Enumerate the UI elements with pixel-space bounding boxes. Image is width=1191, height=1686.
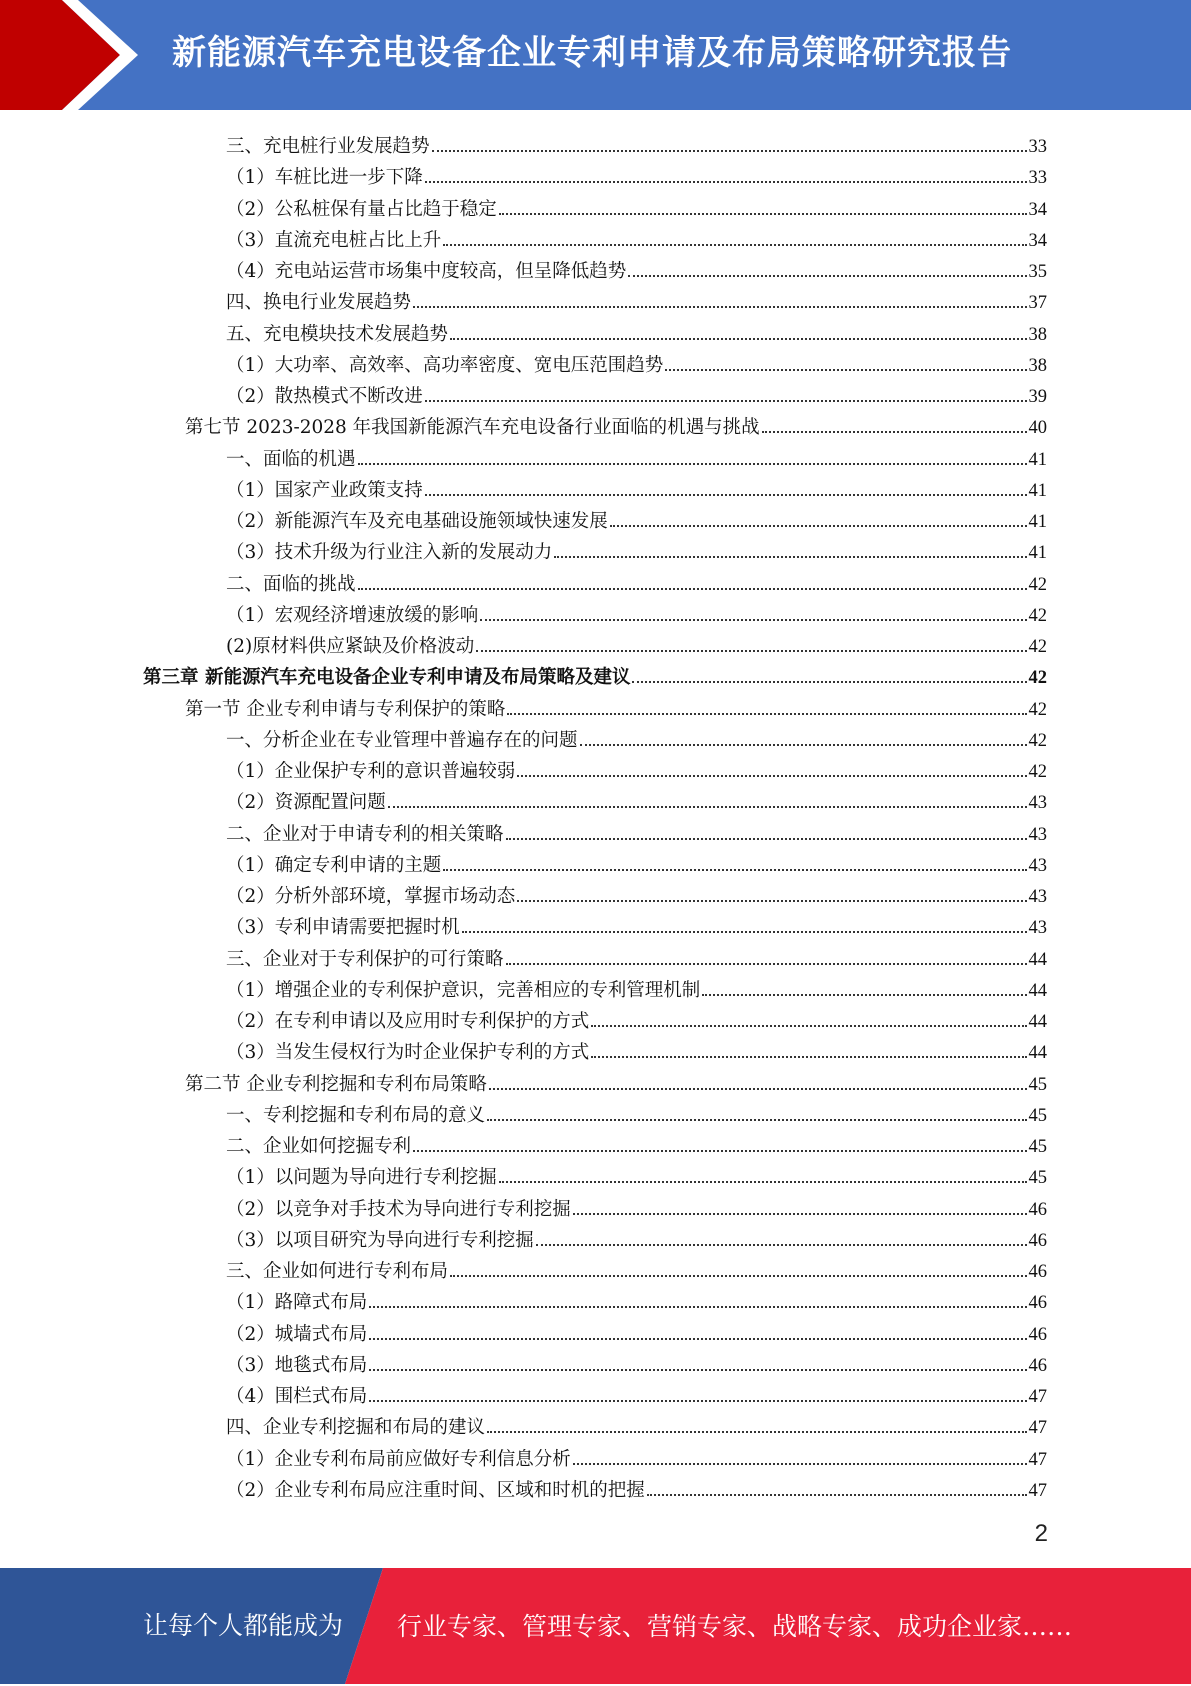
toc-entry-title: （2）公私桩保有量占比趋于稳定 <box>226 198 497 220</box>
toc-leader-dots <box>665 368 1026 371</box>
toc-entry[interactable] <box>226 846 1047 877</box>
toc-entry-title: （2）以竞争对手技术为导向进行专利挖掘 <box>226 1198 571 1220</box>
toc-entry[interactable] <box>226 752 1047 783</box>
toc-entry[interactable] <box>226 1190 1047 1221</box>
toc-entry-page: 41 <box>1028 543 1047 564</box>
toc-entry-title: 四、企业专利挖掘和布局的建议 <box>226 1417 486 1439</box>
toc-entry-title: （2）分析外部环境，掌握市场动态 <box>226 886 516 907</box>
toc-leader-dots <box>425 399 1027 402</box>
toc-entry[interactable] <box>226 783 1047 814</box>
toc-leader-dots <box>369 1305 1026 1308</box>
toc-entry[interactable] <box>226 190 1047 221</box>
toc-entry-title: 一、分析企业在专业管理中普遍存在的问题 <box>226 729 578 751</box>
toc-entry[interactable] <box>226 533 1047 564</box>
toc-entry-page: 46 <box>1028 1355 1047 1376</box>
toc-leader-dots <box>507 712 1026 715</box>
toc-leader-dots <box>499 212 1027 215</box>
toc-entry-title: （4）充电站运营市场集中度较高，但呈降低趋势 <box>226 261 627 282</box>
toc-entry-page: 43 <box>1028 918 1047 939</box>
toc-leader-dots <box>487 1118 1026 1121</box>
page-footer <box>0 1568 1191 1684</box>
toc-entry-page: 45 <box>1028 1105 1047 1126</box>
toc-entry[interactable] <box>226 1315 1047 1346</box>
toc-entry[interactable] <box>226 1096 1047 1127</box>
toc-entry[interactable] <box>226 1221 1047 1252</box>
toc-entry-title: （1）车桩比进一步下降 <box>226 167 423 189</box>
toc-entry-page: 42 <box>1028 574 1047 595</box>
toc-entry-page: 42 <box>1028 730 1047 751</box>
toc-entry[interactable] <box>226 440 1047 471</box>
toc-entry-title: （1）国家产业政策支持 <box>226 479 423 501</box>
toc-entry-page: 41 <box>1028 449 1047 470</box>
toc-leader-dots <box>358 462 1027 465</box>
toc-entry-page: 46 <box>1028 1293 1047 1314</box>
toc-entry-title: 三、充电桩行业发展趋势 <box>226 136 430 157</box>
toc-entry-page: 33 <box>1028 137 1047 157</box>
toc-entry[interactable] <box>226 1377 1047 1408</box>
toc-leader-dots <box>591 1024 1026 1027</box>
toc-entry-page: 46 <box>1028 1324 1047 1345</box>
toc-entry-page: 44 <box>1028 980 1047 1001</box>
toc-entry-page: 34 <box>1028 230 1047 251</box>
toc-entry[interactable] <box>143 658 1047 689</box>
toc-leader-dots <box>487 1430 1026 1433</box>
toc-entry[interactable] <box>226 627 1047 658</box>
toc-entry-page: 44 <box>1028 1043 1047 1064</box>
toc-entry-page: 41 <box>1028 480 1047 501</box>
toc-entry[interactable] <box>226 471 1047 502</box>
toc-entry-title: （3）以项目研究为导向进行专利挖掘 <box>226 1229 534 1251</box>
toc-entry-title: 五、充电模块技术发展趋势 <box>226 323 449 345</box>
toc-leader-dots <box>443 243 1026 246</box>
toc-entry[interactable] <box>226 502 1047 533</box>
toc-entry-title: 一、专利挖掘和专利布局的意义 <box>226 1104 486 1126</box>
toc-entry-title: 第三章 新能源汽车充电设备企业专利申请及布局策略及建议 <box>143 667 631 689</box>
toc-entry-title: 一、面临的机遇 <box>226 448 356 470</box>
toc-leader-dots <box>536 1243 1027 1246</box>
toc-entry-title: （2）散热模式不断改进 <box>226 386 423 407</box>
toc-entry[interactable] <box>226 1471 1047 1502</box>
toc-entry-page: 44 <box>1028 949 1047 970</box>
toc-leader-dots <box>425 180 1027 183</box>
toc-leader-dots <box>388 805 1027 808</box>
toc-leader-dots <box>450 1274 1026 1277</box>
header-chevron-icon <box>0 0 150 110</box>
toc-entry-title: （2）资源配置问题 <box>226 792 386 814</box>
toc-entry-page: 47 <box>1028 1449 1047 1470</box>
toc-entry-page: 40 <box>1028 418 1047 439</box>
toc-entry-page: 33 <box>1028 168 1047 189</box>
toc-entry[interactable] <box>226 908 1047 939</box>
toc-leader-dots <box>425 493 1027 496</box>
toc-entry[interactable] <box>226 1283 1047 1314</box>
toc-entry[interactable] <box>226 721 1047 752</box>
toc-entry-page: 43 <box>1028 824 1047 845</box>
toc-entry-page: 35 <box>1028 262 1047 282</box>
toc-leader-dots <box>369 1399 1026 1402</box>
toc-entry-title: 二、企业对于申请专利的相关策略 <box>226 823 504 845</box>
toc-entry-title: 四、换电行业发展趋势 <box>226 292 412 314</box>
toc-entry-title: （1）增强企业的专利保护意识，完善相应的专利管理机制 <box>226 979 701 1001</box>
toc-entry-title: （3）技术升级为行业注入新的发展动力 <box>226 542 553 564</box>
toc-entry-title: （1）以问题为导向进行专利挖掘 <box>226 1167 497 1189</box>
toc-leader-dots <box>413 1149 1026 1152</box>
toc-entry-page: 46 <box>1028 1230 1047 1251</box>
toc-entry-page: 46 <box>1028 1199 1047 1220</box>
toc-entry[interactable] <box>226 252 1047 283</box>
toc-entry-page: 34 <box>1028 199 1047 220</box>
toc-entry-title: 二、企业如何挖掘专利 <box>226 1136 412 1157</box>
toc-entry-page: 37 <box>1028 293 1047 314</box>
toc-leader-dots <box>573 1462 1027 1465</box>
toc-entry[interactable] <box>226 346 1047 377</box>
toc-entry[interactable] <box>226 1252 1047 1283</box>
toc-leader-dots <box>413 305 1026 308</box>
toc-leader-dots <box>358 587 1027 590</box>
toc-entry[interactable] <box>226 596 1047 627</box>
toc-entry-title: （2）企业专利布局应注重时间、区域和时机的把握 <box>226 1479 645 1501</box>
toc-entry-page: 42 <box>1028 699 1047 720</box>
toc-leader-dots <box>573 1212 1027 1215</box>
toc-entry-title: （1）确定专利申请的主题 <box>226 854 442 876</box>
toc-entry[interactable] <box>226 1158 1047 1189</box>
toc-entry[interactable] <box>226 877 1047 908</box>
toc-entry-page: 44 <box>1028 1012 1047 1032</box>
toc-leader-dots <box>628 274 1026 277</box>
toc-entry-page: 47 <box>1028 1418 1047 1439</box>
toc-entry-title: 第七节 2023-2028 年我国新能源汽车充电设备行业面临的机遇与挑战 <box>185 417 760 439</box>
toc-entry-page: 38 <box>1028 355 1047 376</box>
toc-entry-title: （2）城墙式布局 <box>226 1323 368 1345</box>
toc-entry-title: 二、面临的挑战 <box>226 573 356 595</box>
toc-entry[interactable] <box>226 377 1047 408</box>
toc-entry[interactable] <box>226 158 1047 189</box>
toc-leader-dots <box>702 993 1026 996</box>
toc-entry-page: 42 <box>1028 762 1047 782</box>
toc-leader-dots <box>517 899 1026 902</box>
toc-entry-title: （2）在专利申请以及应用时专利保护的方式 <box>226 1011 590 1032</box>
page-header <box>0 0 1191 110</box>
toc-entry-page: 43 <box>1028 887 1047 907</box>
toc-entry-page: 43 <box>1028 793 1047 814</box>
toc-entry-title: （3）当发生侵权行为时企业保护专利的方式 <box>226 1042 590 1064</box>
toc-entry-page: 45 <box>1028 1137 1047 1157</box>
toc-entry[interactable] <box>226 127 1047 158</box>
toc-leader-dots <box>443 868 1026 871</box>
toc-leader-dots <box>517 774 1026 777</box>
toc-entry-page: 43 <box>1028 855 1047 876</box>
toc-entry[interactable] <box>226 1127 1047 1158</box>
toc-entry-page: 41 <box>1028 512 1047 532</box>
toc-leader-dots <box>489 1087 1027 1090</box>
toc-entry[interactable] <box>226 1408 1047 1439</box>
toc-leader-dots <box>762 430 1027 433</box>
toc-entry-title: （1）宏观经济增速放缓的影响 <box>226 604 479 626</box>
toc-entry-title: 第二节 企业专利挖掘和专利布局策略 <box>185 1073 487 1095</box>
toc-entry-page: 42 <box>1028 668 1047 689</box>
toc-leader-dots <box>369 1368 1026 1371</box>
report-title: 新能源汽车充电设备企业专利申请及布局策略研究报告 <box>172 33 1012 73</box>
toc-entry-page: 45 <box>1028 1074 1047 1095</box>
toc-entry[interactable] <box>226 315 1047 346</box>
footer-slogan-right: 行业专家、管理专家、营销专家、战略专家、成功企业家…… <box>397 1612 1073 1641</box>
toc-entry-title: （1）路障式布局 <box>226 1292 368 1314</box>
toc-entry-title: （2）新能源汽车及充电基础设施领域快速发展 <box>226 511 608 532</box>
toc-entry[interactable] <box>226 1033 1047 1064</box>
toc-leader-dots <box>369 1337 1026 1340</box>
toc-entry[interactable] <box>226 940 1047 971</box>
toc-entry-title: （1）企业专利布局前应做好专利信息分析 <box>226 1448 571 1470</box>
footer-slogan-left: 让每个人都能成为 <box>143 1611 344 1640</box>
toc-entry-page: 46 <box>1028 1262 1047 1282</box>
toc-entry-title: （1）企业保护专利的意识普遍较弱 <box>226 761 516 782</box>
toc-leader-dots <box>580 743 1027 746</box>
toc-entry-title: （3）地毯式布局 <box>226 1354 368 1376</box>
toc-entry[interactable] <box>226 815 1047 846</box>
toc-leader-dots <box>610 524 1027 527</box>
toc-entry-title: (2)原材料供应紧缺及价格波动 <box>226 636 475 657</box>
toc-entry-page: 42 <box>1028 605 1047 626</box>
toc-entry-title: （4）围栏式布局 <box>226 1386 368 1407</box>
toc-entry[interactable] <box>185 690 1047 721</box>
toc-leader-dots <box>480 618 1026 621</box>
toc-entry-title: （3）专利申请需要把握时机 <box>226 917 460 939</box>
toc-entry-page: 47 <box>1028 1480 1047 1501</box>
toc-leader-dots <box>647 1493 1027 1496</box>
toc-leader-dots <box>506 837 1027 840</box>
toc-leader-dots <box>554 555 1026 558</box>
toc-entry-title: 第一节 企业专利申请与专利保护的策略 <box>185 698 506 720</box>
toc-entry[interactable] <box>226 1002 1047 1033</box>
toc-leader-dots <box>506 962 1027 965</box>
toc-entry-title: 三、企业对于专利保护的可行策略 <box>226 948 504 970</box>
toc-entry-page: 42 <box>1028 637 1047 657</box>
toc-entry-title: 三、企业如何进行专利布局 <box>226 1261 449 1282</box>
toc-leader-dots <box>499 1180 1027 1183</box>
toc-entry[interactable] <box>226 565 1047 596</box>
toc-leader-dots <box>432 149 1027 152</box>
toc-entry[interactable] <box>226 971 1047 1002</box>
toc-entry[interactable] <box>185 1065 1047 1096</box>
toc-entry-title: （3）直流充电桩占比上升 <box>226 229 442 251</box>
toc-entry[interactable] <box>226 1440 1047 1471</box>
toc-leader-dots <box>632 680 1026 683</box>
page-number: 2 <box>1034 1520 1048 1547</box>
toc-entry[interactable] <box>226 283 1047 314</box>
toc-entry[interactable] <box>226 1346 1047 1377</box>
toc-leader-dots <box>462 930 1027 933</box>
toc-entry-page: 39 <box>1028 387 1047 407</box>
toc-entry-page: 47 <box>1028 1387 1047 1407</box>
toc-leader-dots <box>450 337 1026 340</box>
toc-entry[interactable] <box>185 408 1047 439</box>
toc-entry-page: 45 <box>1028 1168 1047 1189</box>
toc-entry-page: 38 <box>1028 324 1047 345</box>
toc-leader-dots <box>591 1055 1026 1058</box>
toc-leader-dots <box>476 649 1026 652</box>
toc-entry-title: （1）大功率、高效率、高功率密度、宽电压范围趋势 <box>226 354 664 376</box>
toc-entry[interactable] <box>226 221 1047 252</box>
